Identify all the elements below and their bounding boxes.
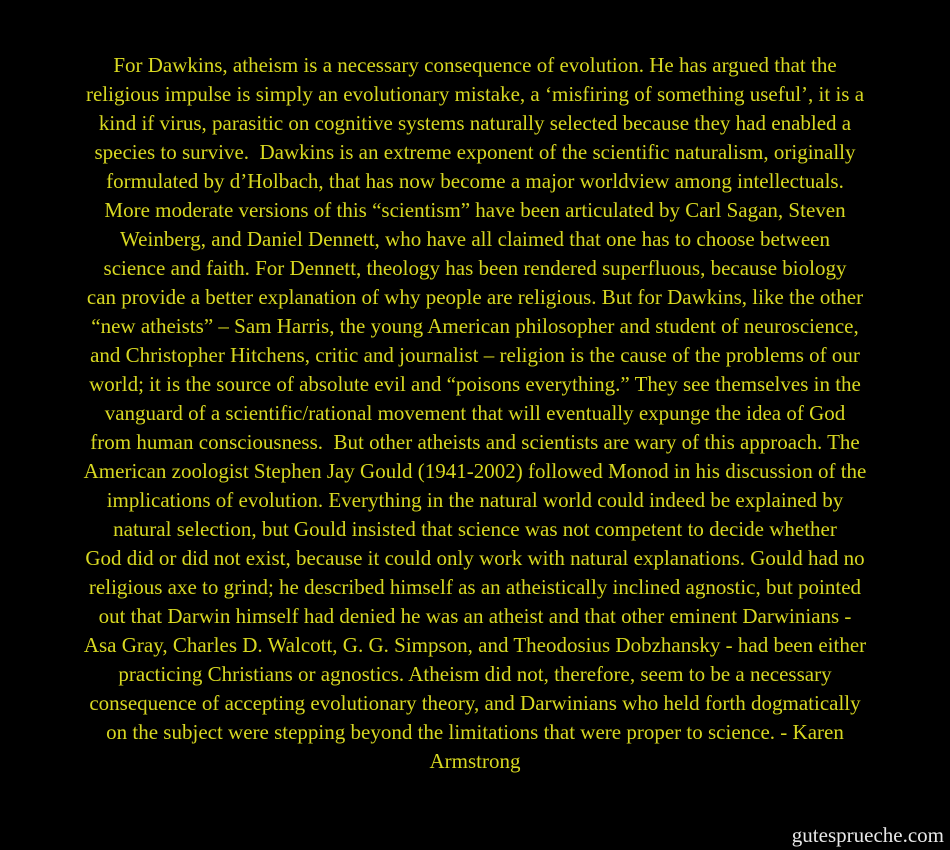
quote-line: “new atheists” – Sam Harris, the young American philosopher and student of neuroscience,	[91, 314, 859, 338]
quote-line: religious axe to grind; he described himself as an atheistically inclined agnostic, but pointed	[88, 575, 862, 599]
quote-line: implications of evolution. Everything in the natural world could indeed be explained by	[106, 488, 844, 512]
quote-line: vanguard of a scientific/rational movement that will eventually expunge the idea of God	[104, 401, 846, 425]
quote-line: formulated by d’Holbach, that has now become a major worldview among intellectuals.	[106, 169, 844, 193]
quote-line: species to survive. Dawkins is an extreme exponent of the scientific naturalism, originally	[94, 140, 856, 164]
quote-line: natural selection, but Gould insisted that science was not competent to decide whether	[113, 517, 837, 541]
quote-line: can provide a better explanation of why people are religious. But for Dawkins, like the other	[86, 285, 864, 309]
quote-line: from human consciousness. But other atheists and scientists are wary of this approach. The	[90, 430, 860, 454]
quote-line: God did or did not exist, because it could only work with natural explanations. Gould had no	[85, 546, 865, 570]
quote-line: Weinberg, and Daniel Dennett, who have all claimed that one has to choose between	[120, 227, 830, 251]
quote-line: practicing Christians or agnostics. Atheism did not, therefore, seem to be a necessary	[118, 662, 832, 686]
quote-line: out that Darwin himself had denied he was an atheist and that other eminent Darwinians -	[98, 604, 852, 628]
quote-line: on the subject were stepping beyond the limitations that were proper to science. - Karen	[106, 720, 844, 744]
quote-line: For Dawkins, atheism is a necessary consequence of evolution. He has argued that the	[113, 53, 837, 77]
quote-line: More moderate versions of this “scientism” have been articulated by Carl Sagan, Steven	[104, 198, 846, 222]
quote-line: kind if virus, parasitic on cognitive systems naturally selected because they had enabled a	[98, 111, 852, 135]
quote-line: religious impulse is simply an evolutionary mistake, a ‘misfiring of something useful’, it is a	[85, 82, 865, 106]
quote-line: Asa Gray, Charles D. Walcott, G. G. Simpson, and Theodosius Dobzhansky - had been either	[83, 633, 867, 657]
quote-line: consequence of accepting evolutionary theory, and Darwinians who held forth dogmatically	[89, 691, 861, 715]
watermark-site-name: gutesprueche.com	[791, 823, 944, 847]
quote-line: American zoologist Stephen Jay Gould (1941-2002) followed Monod in his discussion of the	[83, 459, 867, 483]
quote-line: and Christopher Hitchens, critic and journalist – religion is the cause of the problems of our	[90, 343, 860, 367]
quote-line: Armstrong	[429, 749, 521, 773]
quote-line: world; it is the source of absolute evil and “poisons everything.” They see themselves in the	[89, 372, 861, 396]
quote-line: science and faith. For Dennett, theology has been rendered superfluous, because biology	[103, 256, 847, 280]
quote-text-block	[0, 51, 950, 776]
